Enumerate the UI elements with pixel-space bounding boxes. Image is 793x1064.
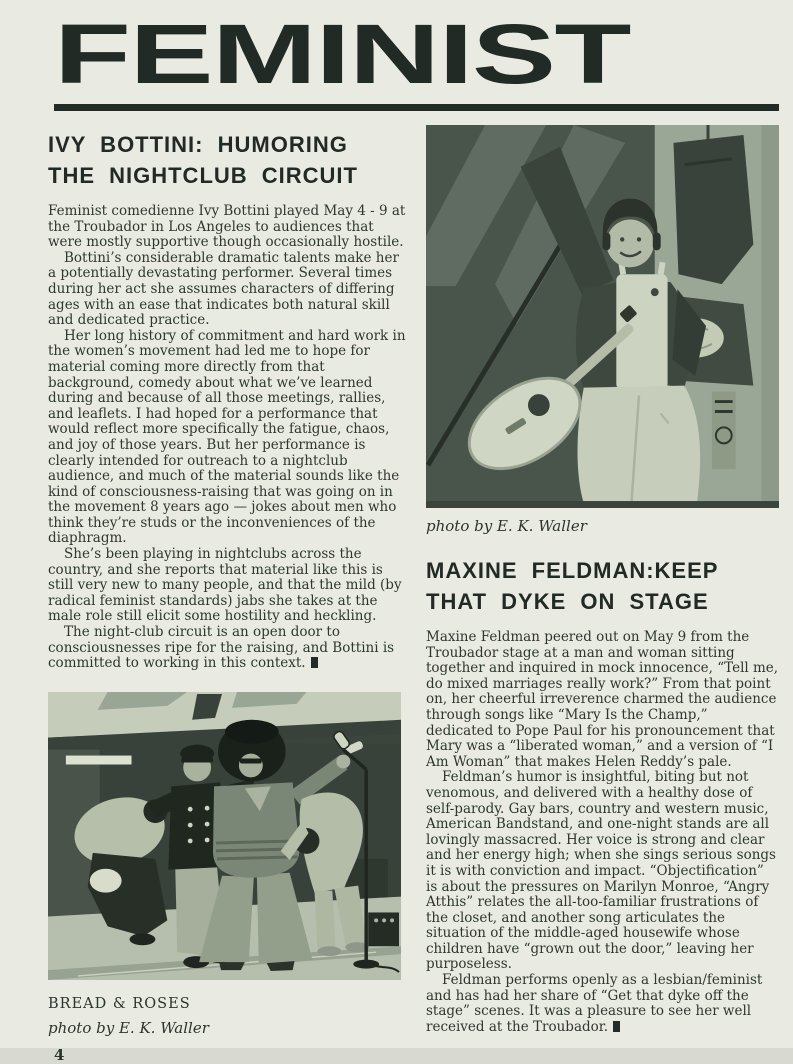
feldman-photo — [426, 125, 779, 508]
article-paragraph: She’s been playing in nightclubs across the country, and she reports that material like this is still very new to many people, and that the mild (by radical feminist standards) jabs she takes at the male role still elicit some hostility and heckling. — [48, 546, 402, 625]
page-number: 4 — [54, 1045, 65, 1064]
performer-photo-illustration — [426, 125, 779, 508]
headline-line: THE NIGHTCLUB CIRCUIT — [48, 163, 358, 188]
left-column — [48, 121, 406, 1064]
article-paragraph: Feldman’s humor is insightful, biting but not venomous, and delivered with a healthy dose of self-parody. Gay bars, country and western music, American Bandstand, and one-night stands are all lovingly massacred. Her voice is strong and clear and her energy high; when she sings serious songs it is with conviction and impact. “Objectification” is about the pressures on Marilyn Monroe, “Angry Atthis” relates the all-too-familiar frustrations of the closet, and another song articulates the situation of the middle-aged housewife whose children have “grown out the door,” leaving her purposeless. — [426, 769, 776, 973]
right-article-headline — [426, 555, 779, 617]
right-article-body — [426, 630, 779, 1035]
paragraph-text: Feldman performs openly as a lesbian/feminist and has had her share of “Get that dyke off the stage” scenes. It was a pleasure to see her well received at the Troubador. — [426, 972, 763, 1035]
right-column — [426, 121, 779, 1064]
article-paragraph — [426, 973, 779, 1035]
amplifier — [368, 912, 399, 946]
photo-caption-credit: photo by E. K. Waller — [426, 517, 587, 535]
page-columns — [48, 121, 779, 1064]
article-paragraph — [48, 625, 406, 672]
headline-line: MAXINE FELDMAN:KEEP — [426, 558, 719, 583]
stage-photo-illustration — [48, 692, 401, 980]
bread-and-roses-photo — [48, 692, 406, 980]
left-article-body — [48, 204, 406, 672]
article-paragraph: Feminist comedienne Ivy Bottini played May 4 - 9 at the Troubador in Los Angeles to audiences that were mostly supportive though occasionally hostile. — [48, 203, 406, 251]
article-paragraph: Her long history of commitment and hard work in the women’s movement had led me to hope for material coming more directly from that background, comedy about what we’ve learned during and because of all those meetings, rallies, and leaflets. I had hoped for a performance that would reflect more specifically the fatigue, chaos, and joy of those years. But her performance is clearly intended for outreach to a nightclub audience, and much of the material sounds like the kind of consciousness-raising that was going on in the movement 8 years ago — jokes about men who think they’re studs or the inconveniences of the diaphragm. — [48, 327, 406, 547]
masthead-rule — [54, 104, 779, 111]
photo-caption-credit: photo by E. K. Waller — [48, 1018, 209, 1037]
paragraph-text: The night-club circuit is an open door to consciousnesses ripe for the raising, and Bottini is committed to working in this context. — [48, 624, 395, 672]
article-paragraph: Bottini’s considerable dramatic talents make her a potentially devastating performer. Several times during her act she assumes characters of differing ages with an ease that indicates both natural skill and dedicated practice. — [48, 249, 399, 329]
masthead-title: FEMINIST — [54, 7, 630, 101]
article-paragraph: Maxine Feldman peered out on May 9 from the Troubador stage at a man and woman sitting together and inquired in mock innocence, “Tell me, do mixed marriages really work?” From that point on, her cheerful irreverence charmed the audience through songs like “Mary Is the Champ,” dedicated to Pope Paul for his pronouncement that Mary was a “liberated woman,” and a version of “I Am Woman” that makes Helen Reddy’s pale. — [426, 629, 779, 770]
masthead — [54, 7, 779, 101]
article-end-icon — [311, 657, 318, 668]
article-end-icon — [613, 1021, 620, 1032]
headline-line: THAT DYKE ON STAGE — [426, 589, 709, 614]
photo-caption-title: BREAD & ROSES — [48, 995, 191, 1012]
headline-line: IVY BOTTINI: HUMORING — [48, 132, 348, 157]
left-article-headline — [48, 129, 406, 191]
